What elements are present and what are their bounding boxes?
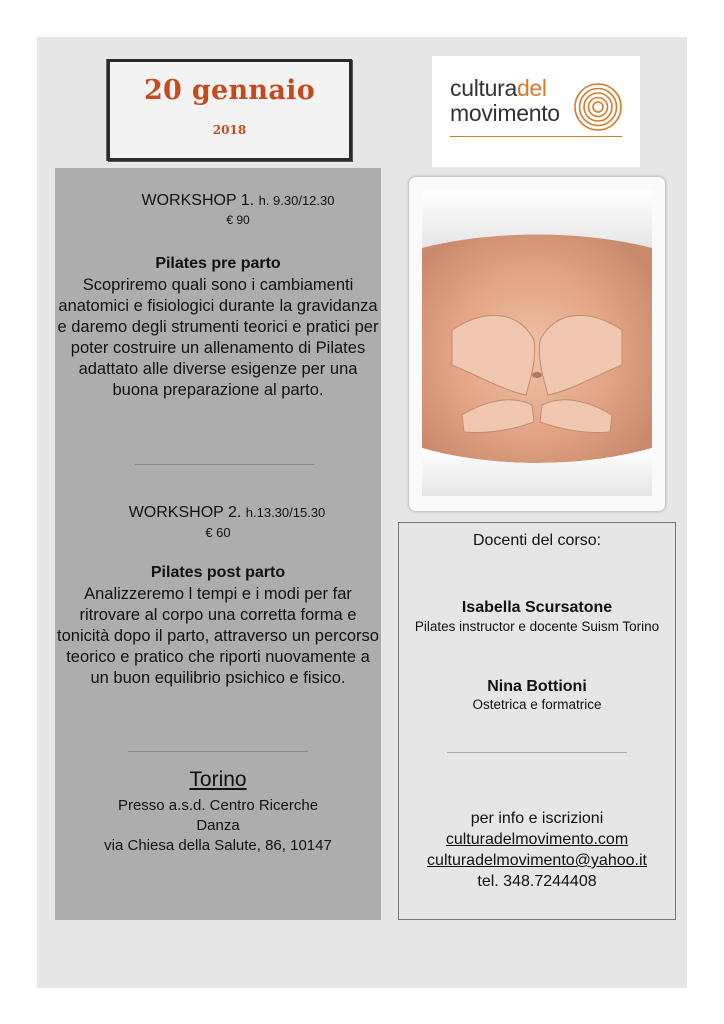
location-venue-1: Presso a.s.d. Centro Ricerche xyxy=(117,797,319,814)
spiral-rings-icon xyxy=(573,82,623,132)
teacher-card xyxy=(399,678,675,712)
event-year: 2018 xyxy=(212,123,247,137)
workshop1-title: WORKSHOP 1. xyxy=(141,192,255,209)
workshops-panel xyxy=(55,168,381,920)
workshop1-header xyxy=(55,192,381,227)
logo-underline xyxy=(450,136,622,137)
teacher-role: Ostetrica e formatrice xyxy=(472,697,602,712)
workshop1-time: h. 9.30/12.30 xyxy=(258,193,335,208)
website-link[interactable]: culturadelmovimento.com xyxy=(445,831,629,848)
location-address: via Chiesa della Salute, 86, 10147 xyxy=(104,837,332,854)
location-block xyxy=(55,768,381,856)
location-venue-2: Danza xyxy=(196,817,240,834)
teacher-card xyxy=(399,599,675,635)
teachers-heading: Docenti del corso: xyxy=(472,532,602,549)
phone-number: tel. 348.7244408 xyxy=(477,873,597,890)
divider xyxy=(135,464,315,465)
location-city: Torino xyxy=(189,768,247,791)
workshop2-time: h.13.30/15.30 xyxy=(245,505,326,520)
logo-wordmark xyxy=(450,76,560,126)
workshop2-price: € 60 xyxy=(205,525,231,540)
workshop2-description: Analizzeremo l tempi e i modi per far ritrovare al corpo una corretta forma e tonicità dopo il parto, attraverso un percorso teorico e pratico che riporti nuovamente a un buon equilibrio psichico e fisico. xyxy=(57,585,379,687)
teachers-contact-box xyxy=(398,522,676,920)
email-link[interactable]: culturadelmovimento@yahoo.it xyxy=(427,852,647,869)
logo-word-movimento: movimento xyxy=(450,100,560,126)
workshop1-name: Pilates pre parto xyxy=(155,255,281,272)
workshop1-body xyxy=(55,243,381,401)
teacher-name: Isabella Scursatone xyxy=(461,599,613,616)
workshop2-name: Pilates post parto xyxy=(150,564,286,581)
photo-frame xyxy=(409,177,665,511)
logo-word-cultura: cultura xyxy=(450,75,517,101)
teacher-name: Nina Bottioni xyxy=(487,678,587,695)
date-box xyxy=(107,59,352,161)
workshop1-price: € 90 xyxy=(226,213,250,227)
divider xyxy=(447,752,627,753)
contact-heading: per info e iscrizioni xyxy=(470,810,604,827)
workshop2-body xyxy=(55,552,381,689)
teacher-role: Pilates instructor e docente Suism Torino xyxy=(414,619,660,634)
logo-word-del: del xyxy=(516,75,547,101)
cultura-del-movimento-logo xyxy=(432,56,640,167)
workshop1-description: Scopriremo quali sono i cambiamenti anatomici e fisiologici durante la gravidanza e daremo degli strumenti teorici e pratici per poter costruire un allenamento di Pilates adattato alle diverse esigenze per una buona preparazione al parto. xyxy=(57,276,379,399)
workshop2-header xyxy=(55,504,381,540)
workshop2-title: WORKSHOP 2. xyxy=(128,504,242,521)
divider xyxy=(128,751,308,752)
pregnant-belly-heart-hands-photo xyxy=(422,190,652,496)
contact-block xyxy=(399,808,675,892)
event-date: 20 gennaio xyxy=(143,75,316,106)
